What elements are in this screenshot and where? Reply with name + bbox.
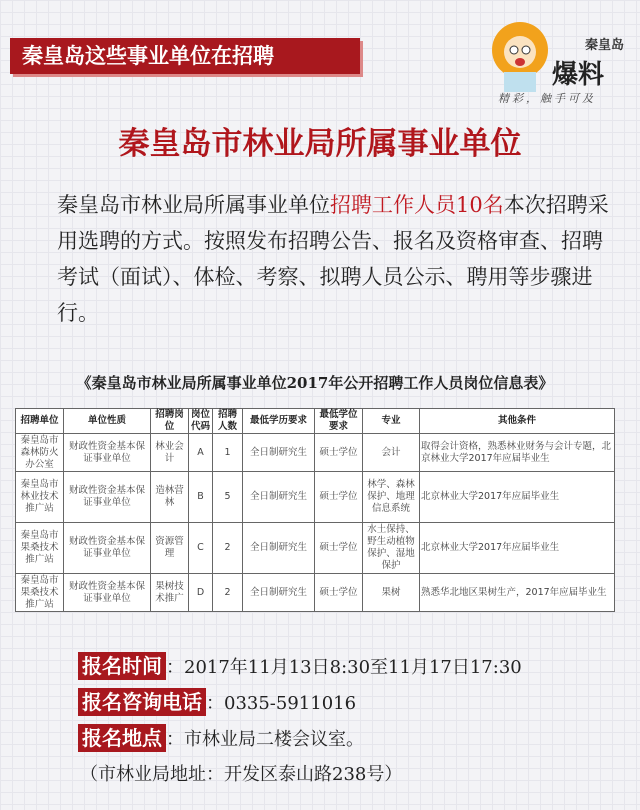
table-row [16, 434, 615, 472]
logo-slogan: 精彩，触手可及 [498, 92, 596, 105]
table-cell: 熟悉华北地区果树生产，2017年应届毕业生 [420, 574, 615, 612]
table-header-row [16, 409, 615, 434]
table-cell: 水土保持、野生动植物保护、湿地保护 [363, 523, 420, 574]
column-header: 专业 [363, 409, 420, 434]
table-cell: 秦皇岛市林业技术推广站 [16, 472, 64, 523]
table-cell: 林业会计 [151, 434, 189, 472]
intro-highlight: 招聘工作人员10名 [330, 193, 504, 217]
header-banner: 秦皇岛这些事业单位在招聘 [10, 38, 360, 74]
table-cell: 林学、森林保护、地理信息系统 [363, 472, 420, 523]
column-header: 单位性质 [64, 409, 151, 434]
logo-city: 秦皇岛 [585, 38, 625, 53]
table-row [16, 574, 615, 612]
table-cell: A [189, 434, 213, 472]
table-cell: 5 [213, 472, 243, 523]
intro-lead: 秦皇岛市林业局所属事业单位 [57, 193, 330, 217]
info-label: 报名地点 [78, 724, 166, 752]
address-note: （市林业局地址：开发区泰山路238号） [80, 764, 403, 785]
table-caption: 《秦皇岛市林业局所属事业单位2017年公开招聘工作人员岗位信息表》 [76, 374, 554, 392]
table-cell: 财政性资金基本保证事业单位 [64, 472, 151, 523]
table-cell: 果树技术推广 [151, 574, 189, 612]
table-cell: 硕士学位 [315, 574, 363, 612]
table-cell: 硕士学位 [315, 523, 363, 574]
table-row [16, 523, 615, 574]
info-value: ：市林业局二楼会议室。 [166, 729, 364, 750]
table-cell: 硕士学位 [315, 434, 363, 472]
info-location [78, 722, 364, 751]
intro-paragraph [57, 187, 617, 331]
table-cell: 1 [213, 434, 243, 472]
table-cell: 2 [213, 523, 243, 574]
info-value: ：0335-5911016 [206, 693, 357, 714]
table-cell: 造林营林 [151, 472, 189, 523]
table-cell: 2 [213, 574, 243, 612]
info-time [78, 650, 522, 679]
table-cell: 财政性资金基本保证事业单位 [64, 434, 151, 472]
column-header: 其他条件 [420, 409, 615, 434]
table-cell: 财政性资金基本保证事业单位 [64, 523, 151, 574]
info-label: 报名时间 [78, 652, 166, 680]
column-header: 最低学历要求 [243, 409, 315, 434]
table-cell: 全日制研究生 [243, 523, 315, 574]
table-cell: 会计 [363, 434, 420, 472]
table-row [16, 472, 615, 523]
intro-rest: 本次招聘采用选聘的方式。按照发布招聘公告、报名及资格审查、招聘考试（面试）、体检、考察、拟聘人员公示、聘用等步骤进行。 [57, 193, 609, 325]
table-cell: 财政性资金基本保证事业单位 [64, 574, 151, 612]
column-header: 岗位代码 [189, 409, 213, 434]
logo [490, 10, 630, 105]
table-cell: 全日制研究生 [243, 574, 315, 612]
table-cell: 资源管理 [151, 523, 189, 574]
column-header: 招聘人数 [213, 409, 243, 434]
table-cell: 果树 [363, 574, 420, 612]
table-cell: 硕士学位 [315, 472, 363, 523]
table-cell: D [189, 574, 213, 612]
column-header: 最低学位要求 [315, 409, 363, 434]
logo-brand: 爆料 [552, 60, 605, 90]
column-header: 招聘单位 [16, 409, 64, 434]
info-phone [78, 686, 356, 715]
table-cell: 取得会计资格，熟悉林业财务与会计专题，北京林业大学2017年应届毕业生 [420, 434, 615, 472]
info-value: ：2017年11月13日8:30至11月17日17:30 [166, 657, 522, 678]
positions-table [15, 408, 615, 612]
table-cell: 全日制研究生 [243, 434, 315, 472]
table-cell: C [189, 523, 213, 574]
table-cell: B [189, 472, 213, 523]
table-cell: 全日制研究生 [243, 472, 315, 523]
page-title: 秦皇岛市林业局所属事业单位 [118, 126, 522, 162]
table-cell: 北京林业大学2017年应届毕业生 [420, 523, 615, 574]
info-label: 报名咨询电话 [78, 688, 206, 716]
table-cell: 北京林业大学2017年应届毕业生 [420, 472, 615, 523]
table-cell: 秦皇岛市果桑技术推广站 [16, 523, 64, 574]
table-cell: 秦皇岛市森林防火办公室 [16, 434, 64, 472]
table-cell: 秦皇岛市果桑技术推广站 [16, 574, 64, 612]
column-header: 招聘岗位 [151, 409, 189, 434]
